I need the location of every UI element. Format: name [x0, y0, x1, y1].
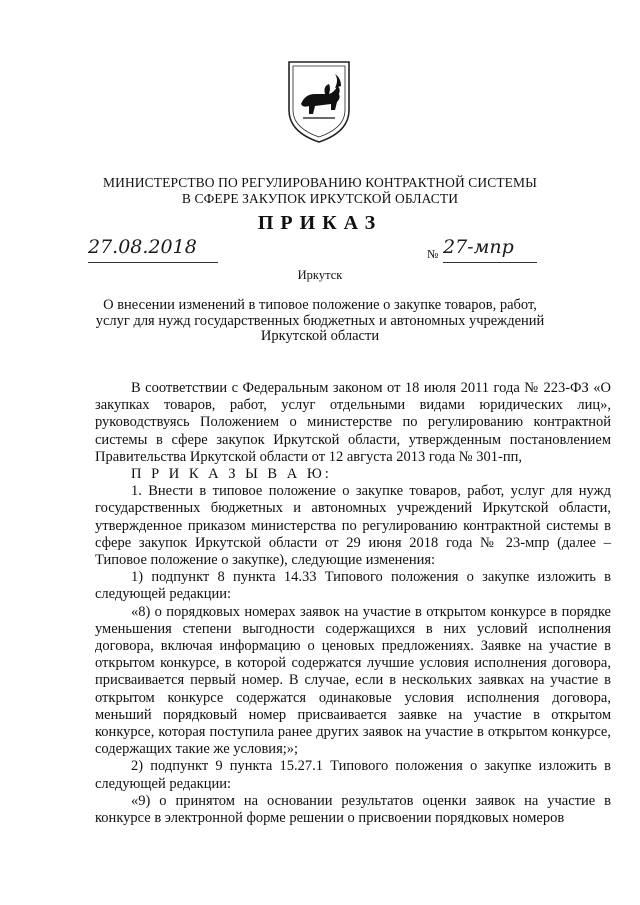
number-sign: №	[427, 247, 439, 261]
city: Иркутск	[297, 268, 343, 282]
number-value: 27-мпр	[443, 236, 537, 263]
preamble-paragraph: В соответствии с Федеральным законом от 18 июля 2011 года № 223-ФЗ «О закупках товаров, работ, услуг отдельными видами юридических лиц», руководствуясь Положением о министерстве по регулированию контрактной системы в сфере закупок Иркутской области, утвержденным постановлением Правительства Иркутской области от 12 августа 2013 года № 301-пп,	[95, 380, 611, 465]
subitem-2: 2) подпункт 9 пункта 15.27.1 Типового положения о закупке изложить в следующей редакции:	[95, 758, 611, 792]
quote-2: «9) о принятом на основании результатов оценки заявок на участие в конкурсе в электронной форме решении о присвоении порядковых номеров	[95, 792, 611, 827]
item-1: 1. Внести в типовое положение о закупке товаров, работ, услуг для нужд государственных бюджетных и автономных учреждений Иркутской области, утвержденное приказом министерства по регулированию контрактной системы в сфере закупок Иркутской области от 29 июня 2018 года № 23-мпр (далее – Типовое положение о закупке), следующие изменения:	[95, 483, 611, 569]
order-word: П Р И К А З Ы В А Ю:	[131, 466, 332, 483]
document-type: ПРИКАЗ	[257, 212, 383, 234]
order-body	[95, 380, 611, 827]
ministry-line-1: МИНИСТЕРСТВО ПО РЕГУЛИРОВАНИЮ КОНТРАКТНОЙ СИСТЕМЫ	[103, 175, 537, 190]
ministry-name	[60, 175, 580, 207]
coat-of-arms-icon	[285, 58, 353, 144]
order-number	[427, 236, 537, 262]
quote-1: «8) о порядковых номерах заявок на участие в открытом конкурсе в порядке уменьшения степени выгодности содержащихся в них условий исполнения договора, включая информацию о ценовых предложениях. Заявке на участие в открытом конкурсе, в которой содержатся лучшие условия исполнения договора, присваивается первый номер. В случае, если в нескольких заявках на участие в открытом конкурсе содержатся одинаковые условия исполнения договора, меньший порядковый номер присваивается заявке на участие в открытом конкурсе, которая поступила ранее других заявок на участие в открытом конкурсе, содержащих такие же условия;»;	[95, 603, 611, 758]
subject-line-3: Иркутской области	[260, 328, 380, 344]
ministry-line-2: В СФЕРЕ ЗАКУПОК ИРКУТСКОЙ ОБЛАСТИ	[181, 191, 459, 206]
subject-line-1: О внесении изменений в типовое положение о закупке товаров, работ,	[103, 297, 537, 313]
order-date: 27.08.2018	[88, 236, 218, 263]
order-subject	[80, 298, 560, 345]
subitem-1: 1) подпункт 8 пункта 14.33 Типового положения о закупке изложить в следующей редакции:	[95, 569, 611, 603]
subject-line-2: услуг для нужд государственных бюджетных и автономных учреждений	[95, 312, 545, 329]
